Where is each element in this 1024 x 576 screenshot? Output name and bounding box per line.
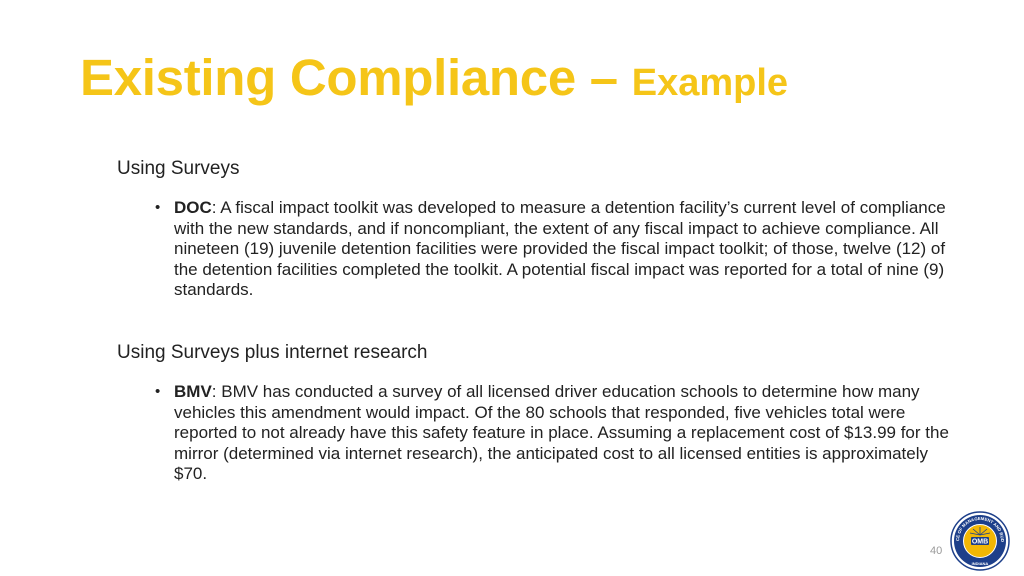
title-sub: Example xyxy=(631,62,789,104)
bullet-text-bmv: : BMV has conducted a survey of all licensed driver education schools to determine how many vehicles this amendment would impact. Of the 80 schools that responded, five vehicles total were reported to not already have this safety feature in place. Assuming a replacement cost of $13.99 for the mirror (determined via internet research), the anticipated cost to all licensed entities is approximately $70. xyxy=(174,382,949,484)
section-heading-surveys: Using Surveys xyxy=(117,158,240,179)
title-dash: – xyxy=(575,49,632,106)
seal-bottom-text: INDIANA xyxy=(971,561,989,566)
bullet-doc xyxy=(155,198,964,301)
slide-title xyxy=(80,49,789,106)
bullet-label-doc: DOC xyxy=(174,198,212,217)
bullet-bmv xyxy=(155,382,964,485)
bullet-dot: • xyxy=(155,383,161,400)
section-heading-surveys-internet: Using Surveys plus internet research xyxy=(117,342,428,363)
bullet-label-bmv: BMV xyxy=(174,382,212,401)
seal-ring-text: CE OF MANAGEMENT AND BUD xyxy=(954,515,1006,543)
omb-seal-logo xyxy=(950,511,1010,571)
bullet-dot: • xyxy=(155,199,161,216)
page-number: 40 xyxy=(930,545,943,557)
seal-center-text: OMB xyxy=(971,538,989,546)
title-main: Existing Compliance xyxy=(80,49,576,106)
bullet-text-doc: : A fiscal impact toolkit was developed to measure a detention facility’s current level of compliance with the new standards, and if noncompliant, the extent of any fiscal impact to achieve compliance. All nineteen (19) juvenile detention facilities were provided the fiscal impact toolkit; of those, twelve (12) of the detention facilities completed the toolkit. A potential fiscal impact was reported for a total of nine (9) standards. xyxy=(174,198,946,300)
